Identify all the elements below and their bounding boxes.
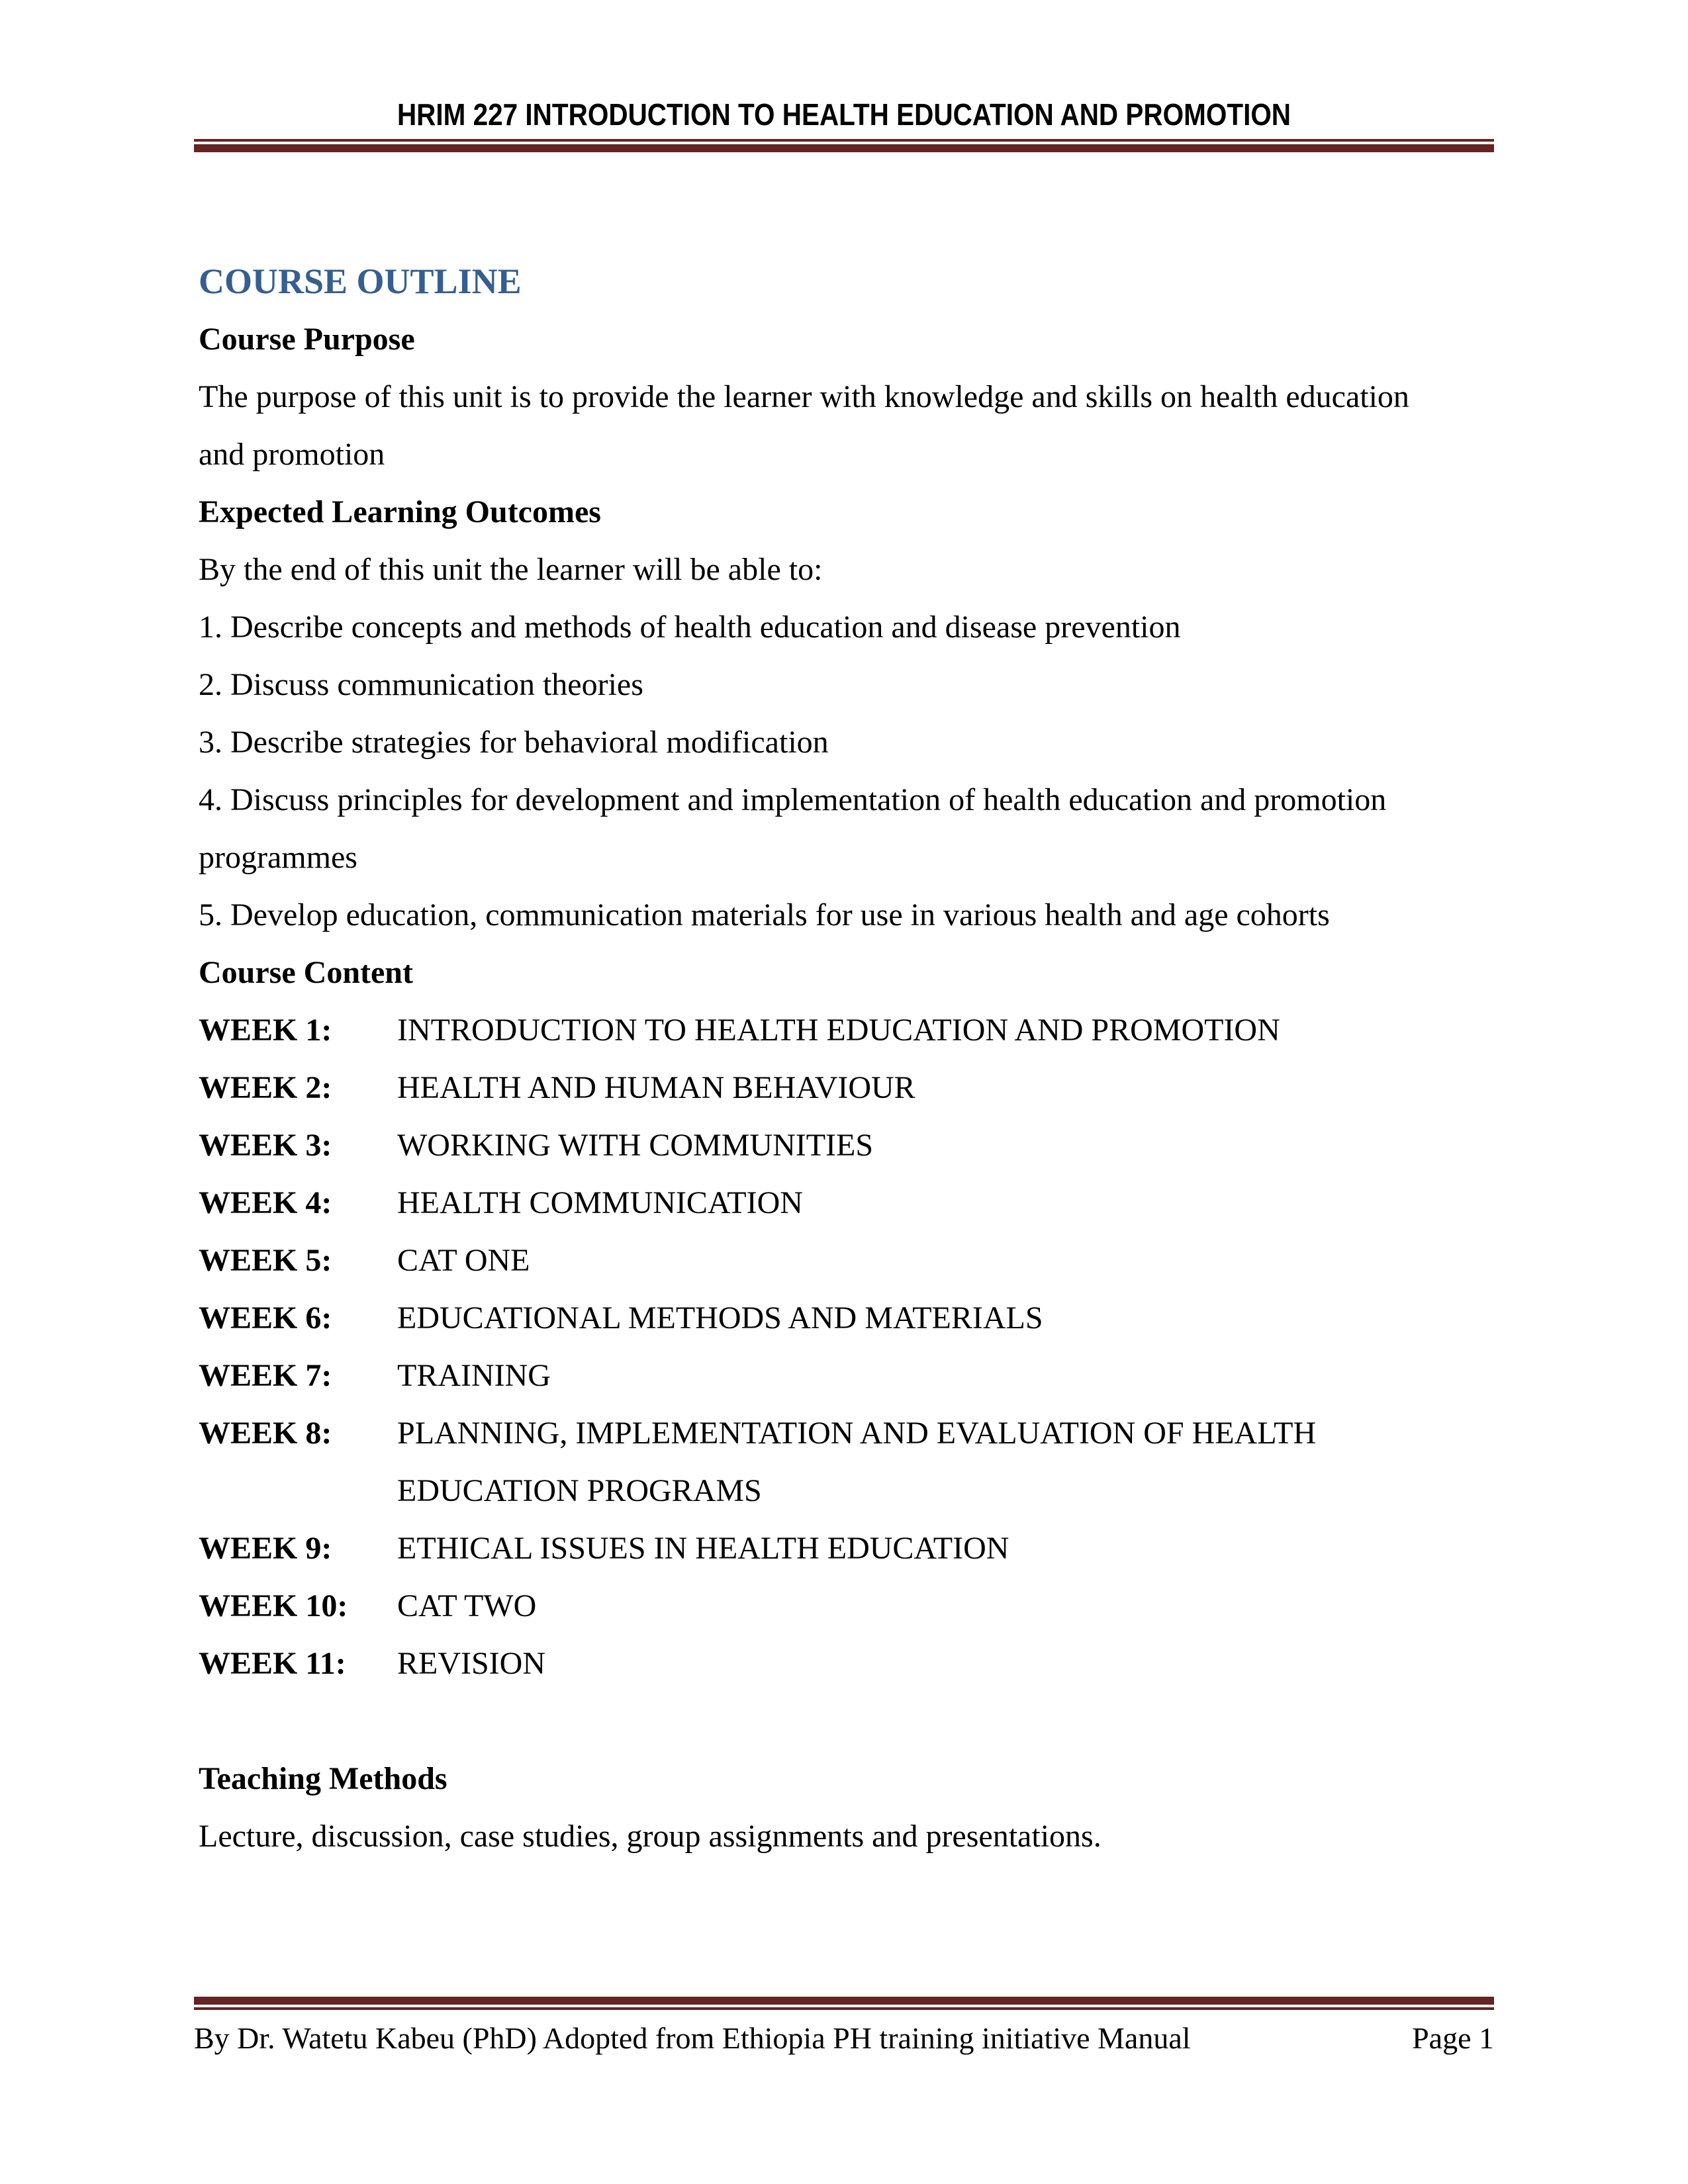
document-line: 3. Describe strategies for behavioral modification bbox=[199, 725, 829, 760]
footer-rule-thick bbox=[194, 1997, 1494, 2005]
week-label: WEEK 8: bbox=[199, 1416, 332, 1451]
document-line: 2. Discuss communication theories bbox=[199, 667, 643, 702]
week-text: EDUCATIONAL METHODS AND MATERIALS bbox=[397, 1300, 1043, 1336]
week-text: PLANNING, IMPLEMENTATION AND EVALUATION OF HEALTH bbox=[397, 1416, 1317, 1451]
page-header bbox=[194, 0, 1494, 159]
week-text: WORKING WITH COMMUNITIES bbox=[397, 1128, 874, 1163]
document-subheading: Course Content bbox=[199, 955, 413, 990]
week-label: WEEK 10: bbox=[199, 1588, 348, 1623]
week-label: WEEK 9: bbox=[199, 1531, 332, 1566]
week-text-continuation: EDUCATION PROGRAMS bbox=[397, 1473, 762, 1508]
footer-row bbox=[194, 2018, 1494, 2059]
week-text: CAT TWO bbox=[397, 1588, 537, 1623]
week-row bbox=[199, 1059, 1499, 1116]
header-rule-thin bbox=[194, 139, 1494, 142]
week-label: WEEK 1: bbox=[199, 1013, 332, 1048]
week-text: INTRODUCTION TO HEALTH EDUCATION AND PROMOTION bbox=[397, 1013, 1280, 1048]
document-line: 4. Discuss principles for development and implementation of health education and promotion bbox=[199, 782, 1387, 817]
page-number: Page 1 bbox=[1412, 2021, 1494, 2055]
week-row bbox=[199, 1174, 1499, 1232]
footer-rule-thin bbox=[194, 2007, 1494, 2010]
week-row bbox=[199, 1520, 1499, 1577]
week-row bbox=[199, 1116, 1499, 1174]
week-label: WEEK 7: bbox=[199, 1358, 332, 1393]
footer-text: By Dr. Watetu Kabeu (PhD) Adopted from Ethiopia PH training initiative Manual bbox=[194, 2021, 1191, 2055]
document-subheading: Course Purpose bbox=[199, 322, 415, 357]
week-text: TRAINING bbox=[397, 1358, 551, 1393]
document-line: programmes bbox=[199, 840, 357, 875]
document-body bbox=[199, 253, 1499, 1865]
week-text: REVISION bbox=[397, 1646, 545, 1681]
week-row bbox=[199, 1001, 1499, 1059]
week-row bbox=[199, 1404, 1499, 1462]
week-text: HEALTH COMMUNICATION bbox=[397, 1185, 803, 1220]
document-line: Lecture, discussion, case studies, group assignments and presentations. bbox=[199, 1819, 1102, 1854]
document-line: and promotion bbox=[199, 437, 385, 472]
document-line: 5. Develop education, communication materials for use in various health and age cohorts bbox=[199, 897, 1330, 933]
week-label: WEEK 5: bbox=[199, 1243, 332, 1278]
week-label: WEEK 11: bbox=[199, 1646, 346, 1681]
week-text: CAT ONE bbox=[397, 1243, 530, 1278]
document-line: The purpose of this unit is to provide the learner with knowledge and skills on health education bbox=[199, 379, 1409, 414]
document-line: 1. Describe concepts and methods of health education and disease prevention bbox=[199, 610, 1181, 645]
page-footer bbox=[194, 1997, 1494, 2059]
week-row bbox=[199, 1289, 1499, 1347]
blank-line bbox=[199, 1692, 1499, 1750]
header-title: HRIM 227 INTRODUCTION TO HEALTH EDUCATION AND PROMOTION bbox=[397, 97, 1291, 132]
header-rule-thick bbox=[194, 144, 1494, 152]
document-subheading: Expected Learning Outcomes bbox=[199, 494, 601, 529]
week-label: WEEK 2: bbox=[199, 1070, 332, 1105]
section-heading: COURSE OUTLINE bbox=[199, 261, 522, 301]
week-row bbox=[199, 1232, 1499, 1289]
week-row bbox=[199, 1635, 1499, 1692]
document-line: By the end of this unit the learner will be able to: bbox=[199, 552, 823, 587]
week-text: HEALTH AND HUMAN BEHAVIOUR bbox=[397, 1070, 915, 1105]
week-row bbox=[199, 1577, 1499, 1635]
week-label: WEEK 6: bbox=[199, 1300, 332, 1336]
week-text: ETHICAL ISSUES IN HEALTH EDUCATION bbox=[397, 1531, 1009, 1566]
document-subheading: Teaching Methods bbox=[199, 1761, 447, 1796]
week-label: WEEK 3: bbox=[199, 1128, 332, 1163]
week-row bbox=[199, 1347, 1499, 1404]
week-label: WEEK 4: bbox=[199, 1185, 332, 1220]
